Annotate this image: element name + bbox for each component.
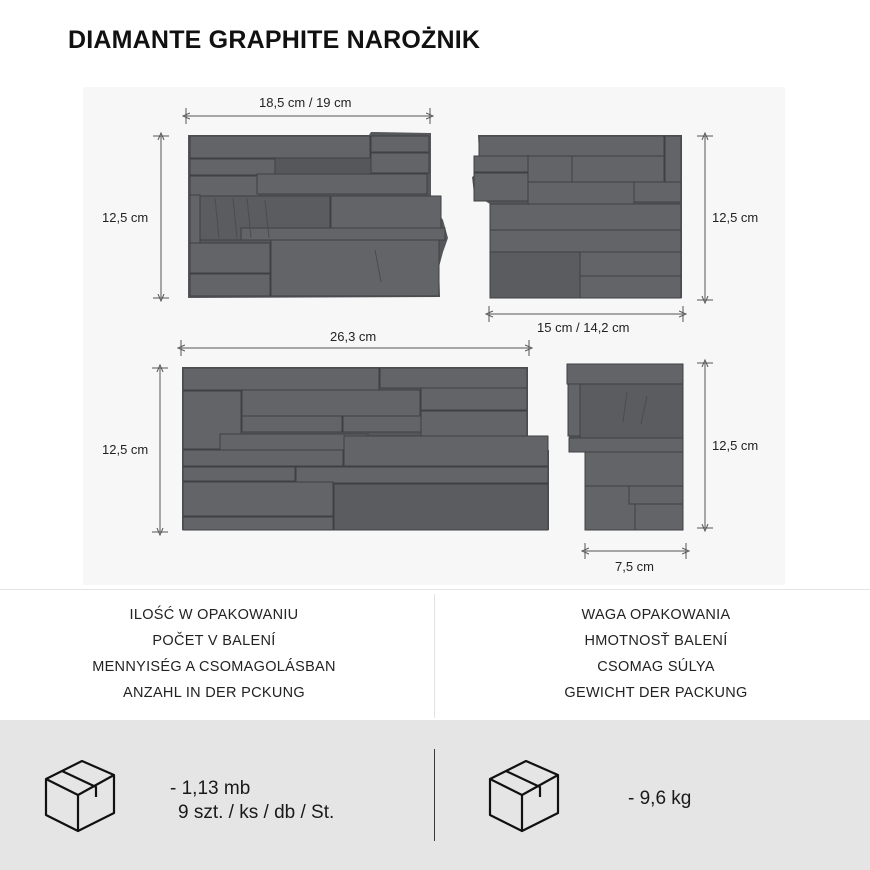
- weight-value: - 9,6 kg: [628, 788, 692, 809]
- weight-label-hu: CSOMAG SÚLYA: [597, 659, 715, 675]
- dimension-label-width-a: 18,5 cm / 19 cm: [259, 95, 352, 110]
- weight-label-pl: WAGA OPAKOWANIA: [581, 607, 731, 623]
- dimension-label-width-c: 26,3 cm: [330, 329, 377, 344]
- weight-label-sk: HMOTNOSŤ BALENÍ: [584, 633, 728, 649]
- dimension-label-width-b: 15 cm / 14,2 cm: [537, 320, 630, 335]
- quantity-label-hu: MENNYISÉG A CSOMAGOLÁSBAN: [92, 659, 336, 675]
- quantity-labels: [70, 602, 358, 706]
- quantity-label-cz: POČET V BALENÍ: [152, 633, 276, 649]
- dimension-label-height-a: 12,5 cm: [102, 210, 149, 225]
- divider-vertical: [434, 594, 435, 718]
- weight-label-de: GEWICHT DER PACKUNG: [564, 685, 748, 701]
- dimension-label-height-b: 12,5 cm: [712, 210, 759, 225]
- quantity-meters: - 1,13 mb: [170, 778, 251, 799]
- stone-panel-c: [180, 364, 552, 534]
- quantity-label-de: ANZAHL IN DER PCKUNG: [123, 685, 305, 701]
- dimension-label-height-c: 12,5 cm: [102, 442, 149, 457]
- summary-divider: [434, 749, 435, 841]
- stone-panel-b: [470, 132, 688, 302]
- stone-panel-d: [565, 362, 689, 532]
- dimension-label-width-d: 7,5 cm: [615, 559, 655, 574]
- box-icon: [44, 757, 116, 833]
- summary-band: [0, 720, 870, 870]
- page-title: DIAMANTE GRAPHITE NAROŻNIK: [68, 26, 481, 54]
- box-icon: [488, 757, 560, 833]
- dimension-label-height-d: 12,5 cm: [712, 438, 759, 453]
- quantity-label-pl: ILOŚĆ W OPAKOWANIU: [129, 607, 299, 623]
- stone-panel-a: [185, 132, 453, 300]
- quantity-pieces: 9 szt. / ks / db / St.: [178, 802, 335, 823]
- divider: [0, 589, 870, 590]
- weight-labels: [520, 602, 792, 706]
